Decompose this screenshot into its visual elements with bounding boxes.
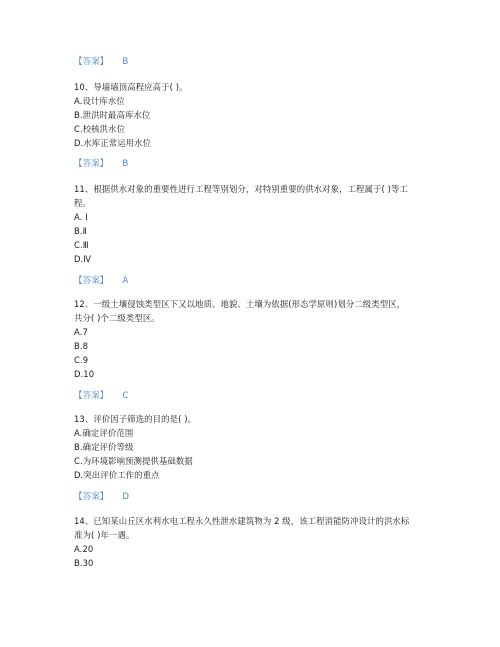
answer-value: B — [122, 57, 129, 67]
question-14-option-b: B.30 — [74, 558, 94, 568]
question-13-option-b: B.确定评价等级 — [74, 442, 134, 452]
answer-line — [74, 159, 128, 170]
answer-value: A — [122, 276, 129, 286]
answer-label: 【答案】 — [74, 276, 109, 286]
question-10-option-a: A.设计库水位 — [74, 96, 125, 106]
question-13-stem: 13、评价因子筛选的目的是( )。 — [74, 414, 197, 424]
question-11-option-b: B.Ⅱ — [74, 226, 87, 236]
question-12-option-d: D.10 — [74, 369, 95, 379]
question-12-option-c: C.9 — [74, 355, 89, 365]
question-13-option-d: D.突出评价工作的重点 — [74, 470, 160, 480]
question-11-option-a: A. Ⅰ — [74, 212, 88, 222]
question-11-stem-line-1: 11、根据供水对象的重要性进行工程等别划分，对特别重要的供水对象，工程属于( )等工 — [74, 184, 408, 194]
question-12-stem-line-1: 12、一级土壤侵蚀类型区下又以地质、地貌、土壤为依据(形态学原则)划分二级类型区， — [74, 299, 406, 309]
answer-label: 【答案】 — [74, 159, 109, 169]
question-11-option-d: D.Ⅳ — [74, 254, 92, 264]
question-14-stem-line-2: 准为( )年一遇。 — [74, 530, 135, 540]
answer-value: B — [122, 159, 129, 169]
question-13-option-c: C.为环境影响预测提供基础数据 — [74, 456, 193, 466]
question-10-stem: 10、导墙墙顶高程应高于( )。 — [74, 82, 188, 92]
answer-line — [74, 276, 128, 287]
answer-label: 【答案】 — [74, 391, 109, 401]
question-12-option-a: A.7 — [74, 327, 88, 337]
question-14-stem-line-1: 14、已知某山丘区水利水电工程永久性泄水建筑物为 2 级，该工程消能防冲设计的洪水标 — [74, 516, 410, 526]
question-13-option-a: A.确定评价范围 — [74, 428, 134, 438]
answer-label: 【答案】 — [74, 57, 109, 67]
question-14-option-a: A.20 — [74, 544, 94, 554]
answer-line — [74, 57, 128, 68]
question-12-stem-line-2: 共分( )个二级类型区。 — [74, 313, 160, 323]
answer-value: C — [122, 391, 129, 401]
answer-label: 【答案】 — [74, 492, 109, 502]
question-12-option-b: B.8 — [74, 341, 89, 351]
question-10-option-d: D.水库正常运用水位 — [74, 138, 152, 148]
answer-line — [74, 492, 129, 503]
question-10-option-c: C.校核洪水位 — [74, 124, 126, 134]
question-10-option-b: B.泄洪时最高库水位 — [74, 110, 151, 120]
question-11-stem-line-2: 程。 — [74, 198, 91, 208]
answer-line — [74, 391, 128, 402]
answer-value: D — [122, 492, 130, 502]
question-11-option-c: C.Ⅲ — [74, 240, 89, 250]
